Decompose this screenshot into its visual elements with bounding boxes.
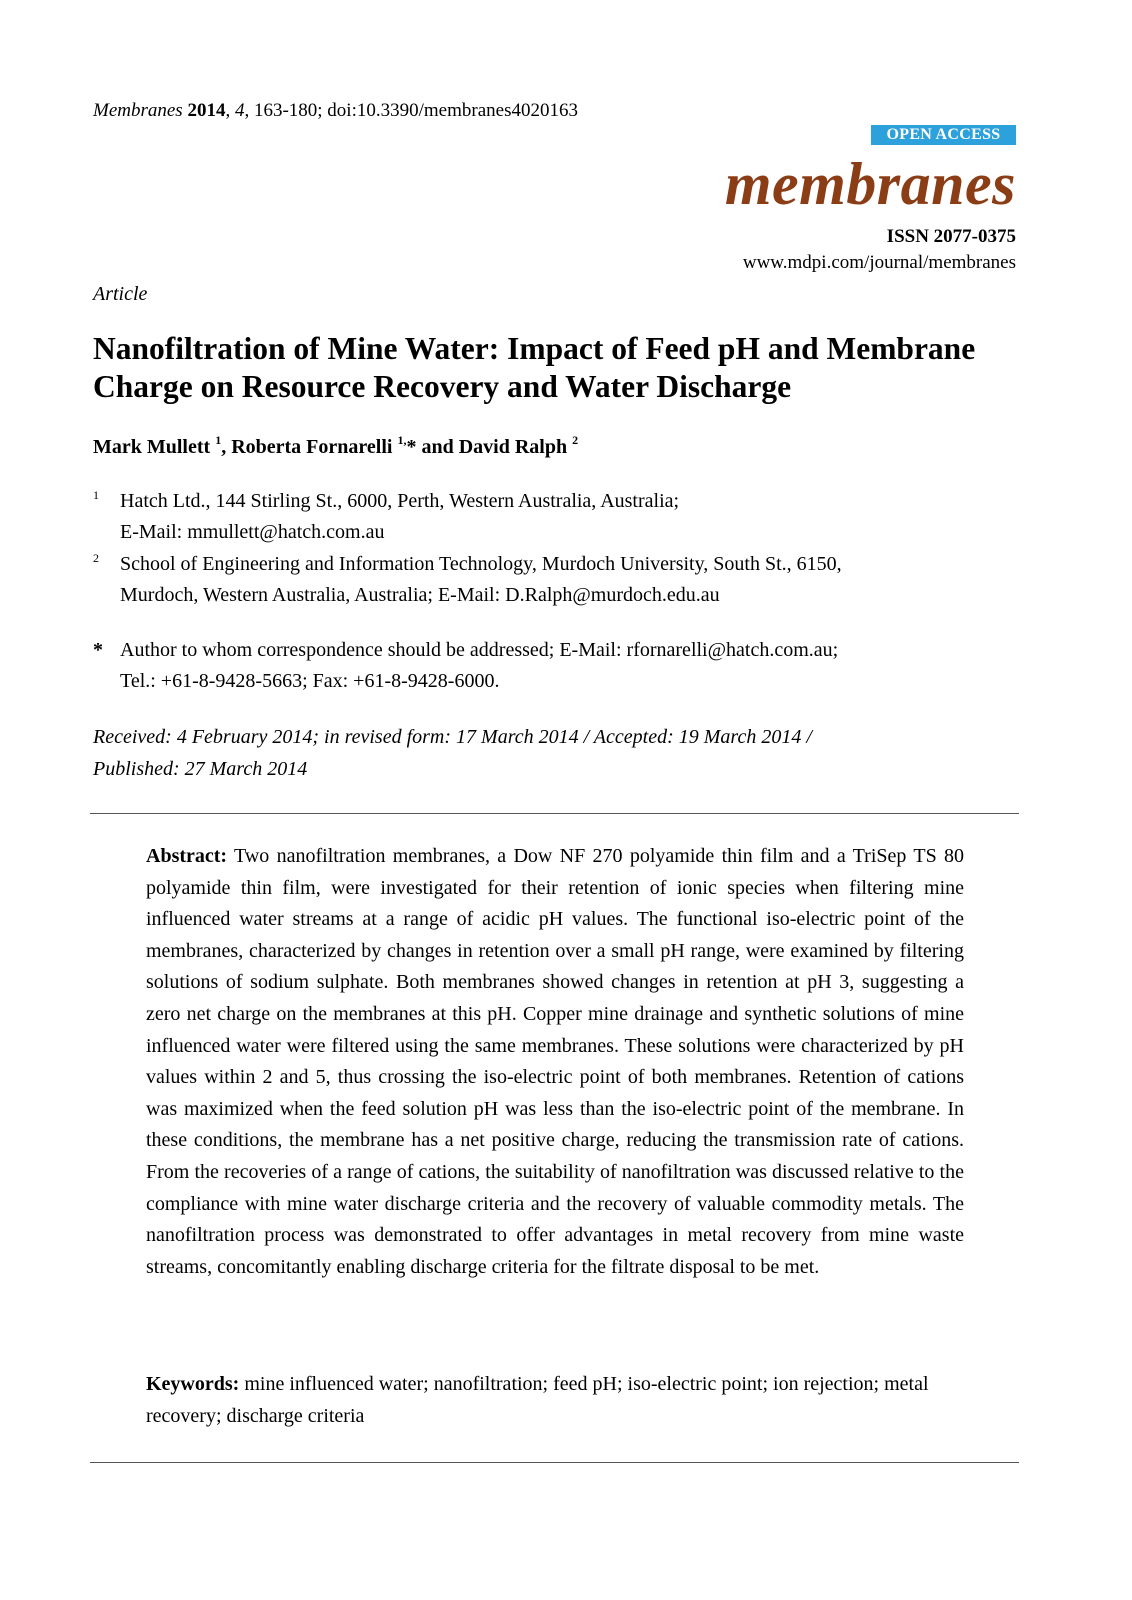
author-affil-sup: 2 xyxy=(572,433,579,447)
paper-title: Nanofiltration of Mine Water: Impact of Feed pH and Membrane Charge on Resource Recovery and Water Discharge xyxy=(93,331,976,404)
affiliation-line: School of Engineering and Information Technology, Murdoch University, South St., 6150, xyxy=(120,553,842,575)
abstract-text: Two nanofiltration membranes, a Dow NF 270 polyamide thin film and a TriSep TS 80 polyamide thin film, were investigated for their retention of ionic species when filtering mine influenced water streams at a range of acidic pH values. The functional iso-electric point of the membranes, characterized by changes in retention over a small pH range, were examined by filtering solutions of sodium sulphate. Both membranes showed changes in retention at pH 3, suggesting a zero net charge on the membranes at this pH. Copper mine drainage and synthetic solutions of mine influenced water were filtered using the same membranes. These solutions were characterized by pH values within 2 and 5, thus crossing the iso-electric point of both membranes. Retention of cations was maximized when the feed solution pH was less than the iso-electric point of the membrane. In these conditions, the membrane has a net positive charge, reducing the transmission rate of cations. From the recoveries of a range of cations, the suitability of nanofiltration was discussed relative to the compliance with mine water discharge criteria and the recovery of valuable commodity metals. The nanofiltration process was demonstrated to offer advantages in metal recovery from mine waste streams, concomitantly enabling discharge criteria for the filtrate disposal to be met. xyxy=(146,845,965,1278)
journal-name: membranes xyxy=(724,151,1016,217)
author-name: David Ralph xyxy=(458,436,568,458)
author-list xyxy=(93,433,578,459)
keywords xyxy=(146,1369,964,1432)
abstract xyxy=(146,841,964,1283)
citation-rest: , 163-180; doi:10.3390/membranes4020163 xyxy=(244,100,578,121)
issn: ISSN 2077-0375 xyxy=(886,226,1016,247)
keywords-text: mine influenced water; nanofiltration; feed pH; iso-electric point; ion rejection; metal recovery; discharge criteria xyxy=(146,1373,929,1427)
citation-journal: Membranes xyxy=(93,100,183,121)
citation-year: 2014 xyxy=(187,100,226,121)
affiliation-number: 1 xyxy=(93,488,99,502)
citation-volume: 4 xyxy=(234,100,245,121)
publication-dates xyxy=(93,721,953,785)
journal-url[interactable]: www.mdpi.com/journal/membranes xyxy=(742,252,1016,273)
author-separator: , xyxy=(221,436,232,458)
keywords-label: Keywords: xyxy=(146,1373,240,1395)
divider xyxy=(90,813,1019,814)
corresponding-mark: * xyxy=(93,639,103,661)
correspondence-line: Tel.: +61-8-9428-5663; Fax: +61-8-9428-6000. xyxy=(120,670,500,692)
author-affil-sup: 1, xyxy=(397,433,407,447)
corresponding-mark: * xyxy=(406,436,417,458)
author-affil-sup: 1 xyxy=(215,433,222,447)
citation-line: Membranes 2014, 4, 163-180; doi:10.3390/membranes4020163 xyxy=(93,100,578,121)
abstract-label: Abstract: xyxy=(146,845,228,867)
author-separator: and xyxy=(416,436,459,458)
divider xyxy=(90,1462,1019,1463)
author-name: Mark Mullett xyxy=(93,436,211,458)
dates-line: Published: 27 March 2014 xyxy=(93,758,308,780)
author-name: Roberta Fornarelli xyxy=(231,436,393,458)
article-type: Article xyxy=(93,283,148,305)
affiliation-email: E-Mail: mmullett@hatch.com.au xyxy=(120,521,385,543)
correspondence-line: Author to whom correspondence should be addressed; E-Mail: rfornarelli@hatch.com.au; xyxy=(120,639,839,661)
affiliation-number: 2 xyxy=(93,551,99,565)
affiliation-line: Murdoch, Western Australia, Australia; E-Mail: D.Ralph@murdoch.edu.au xyxy=(120,584,720,606)
open-access-badge: OPEN ACCESS xyxy=(871,125,1016,145)
dates-line: Received: 4 February 2014; in revised form: 17 March 2014 / Accepted: 19 March 2014 / xyxy=(93,726,812,748)
affiliation-line: Hatch Ltd., 144 Stirling St., 6000, Perth, Western Australia, Australia; xyxy=(120,490,680,512)
